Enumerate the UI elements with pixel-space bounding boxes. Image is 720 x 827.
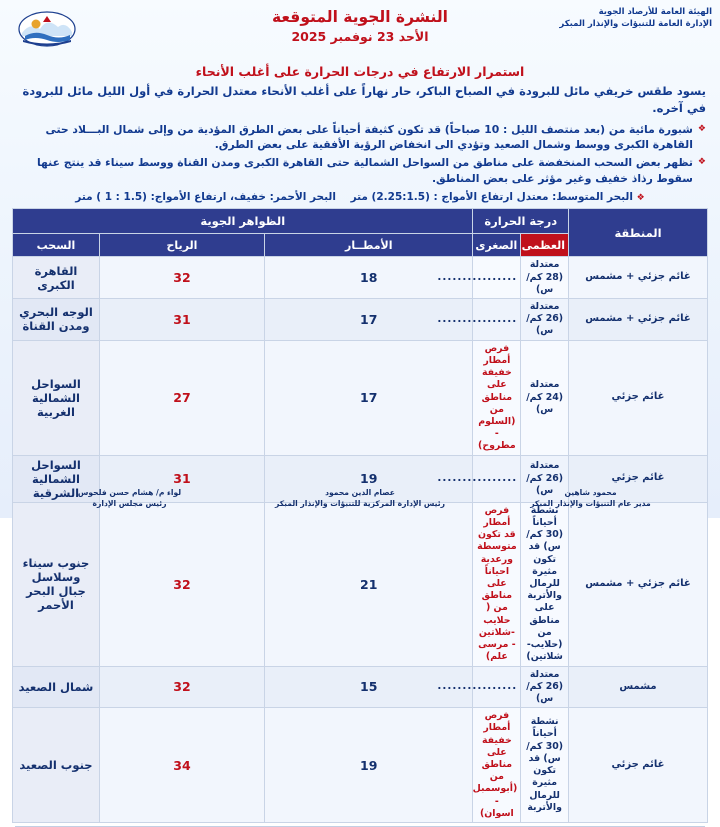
page-header (0, 0, 720, 62)
cell-region: جنوب سيناء وسلاسل جبال البحر الأحمر (13, 502, 100, 666)
cell-temp-min: 17 (265, 340, 473, 455)
cell-wind: معتدلة (28 كم/س) (521, 257, 569, 299)
red-sea-value: خفيف، ارتفاع الأمواج: (1.5 : 1 ) متر (75, 191, 266, 204)
cell-rain: ................ (473, 666, 521, 708)
organization-block (559, 6, 712, 31)
note-text: تظهر بعض السحب المنخفضة على مناطق من السواحل الشمالية حتى القاهرة الكبرى ومدن القناة ووسط سيناء قد ينتج عنها سقوط رذاذ خفيف وغير مؤثر على بعض المناطق. (36, 156, 693, 186)
signature-left-role: مدير عام التنبؤات والإنذار المبكر (530, 498, 651, 508)
table-row (13, 502, 708, 666)
header-region: المنطقة (569, 209, 708, 257)
header-temp-max: العظمى (521, 234, 569, 257)
note-item (14, 155, 706, 187)
cell-rain: ................ (473, 257, 521, 299)
cell-wind: معتدلة (26 كم/س) (521, 666, 569, 708)
cell-temp-max: 32 (99, 502, 264, 666)
note-item (14, 122, 706, 154)
signature-left-name: محمود شاهين (564, 488, 617, 497)
table-row (13, 257, 708, 299)
bulletin-date: الأحد 23 نوفمبر 2025 (291, 29, 429, 44)
cell-region: السواحل الشمالية الغربية (13, 340, 100, 455)
signature-left (477, 488, 704, 509)
mediterranean-value: معتدل ارتفاع الأمواج : (2.25:1.5) متر (350, 191, 549, 204)
header-temperature: درجة الحرارة (473, 209, 569, 234)
cell-clouds: غائم جزئي + مشمس (569, 299, 708, 341)
bulletin-subtitle: استمرار الارتفاع في درجات الحرارة على أغلب الأنحاء (195, 64, 525, 79)
cell-temp-min: 15 (265, 666, 473, 708)
table-row (13, 299, 708, 341)
cell-clouds: غائم جزئي (569, 455, 708, 502)
cell-rain: فرص أمطار قد تكون متوسطة ورعدية احياناً على مناطق من ( حلايب -شلاتين - مرسى علم) (473, 502, 521, 666)
cell-clouds: غائم جزئي (569, 340, 708, 455)
cell-clouds: غائم جزئي + مشمس (569, 257, 708, 299)
sea-conditions (14, 191, 706, 203)
cell-wind: معتدلة (26 كم/س) (521, 455, 569, 502)
cell-region: السواحل الشمالية الشرقية (13, 455, 100, 502)
mediterranean-label: البحر المتوسط: (552, 191, 633, 204)
header-phenomena: الظواهر الجوية (13, 209, 473, 234)
table-header-group-row (13, 209, 708, 234)
cell-temp-max: 31 (99, 299, 264, 341)
meteorological-authority-logo (10, 7, 84, 51)
cell-rain: فرص أمطار خفيفة على مناطق من (أبوسمبل - اسوان) (473, 708, 521, 823)
cell-region: الوجه البحري ومدن القناة (13, 299, 100, 341)
header-rain: الأمطــار (265, 234, 473, 257)
diamond-bullet-icon: ❖ (697, 157, 706, 168)
signature-middle-name: عصام الدين محمود (325, 488, 395, 497)
cell-clouds: غائم جزئي (569, 708, 708, 823)
cell-region: جنوب الصعيد (13, 708, 100, 823)
note-text: شبورة مائية من (بعد منتصف الليل : 10 صباحاً) قد تكون كثيفة أحياناً على بعض الطرق المؤدية من وإلى شمال البـــلاد حتى القاهرة الكبرى ووسط وشمال الصعيد وتؤدي الى انخفاض الرؤية الأفقية على بعض الطرق. (45, 122, 693, 152)
signature-block (0, 486, 720, 516)
signature-right-role: رئيس مجلس الإدارة (92, 498, 167, 508)
cell-wind: نشطة أحياناً (30 كم/س) قد تكون مثيرة للرمال والأتربة (521, 708, 569, 823)
cell-rain: ................ (473, 299, 521, 341)
signature-right (16, 488, 243, 509)
cell-wind: نشطة أحياناً (30 كم/س) قد تكون مثيرة للرمال والأتربة على مناطق من (حلايب-شلاتين) (521, 502, 569, 666)
header-clouds: السحب (13, 234, 100, 257)
cell-wind: معتدلة (24 كم/س) (521, 340, 569, 455)
signature-middle (246, 488, 473, 509)
cell-temp-max: 34 (99, 708, 264, 823)
org-line-2: الإدارة العامة للتنبؤات والإنذار المبكر (559, 19, 712, 30)
red-sea-label: البحر الأحمر: (269, 191, 336, 204)
signature-middle-role: رئيس الإدارة المركزية للتنبؤات والإنذار المبكر (275, 498, 445, 508)
table-body (13, 257, 708, 823)
cell-temp-max: 32 (99, 666, 264, 708)
summary-section (0, 79, 720, 203)
cell-temp-min: 19 (265, 455, 473, 502)
header-wind: الرياح (99, 234, 264, 257)
cell-temp-min: 17 (265, 299, 473, 341)
cell-clouds: مشمس (569, 666, 708, 708)
table-row (13, 340, 708, 455)
cell-rain: فرص أمطار خفيفة على مناطق من (السلوم - مطروح) (473, 340, 521, 455)
cell-clouds: غائم جزئي + مشمس (569, 502, 708, 666)
cell-temp-max: 31 (99, 455, 264, 502)
diamond-bullet-icon: ❖ (697, 123, 706, 134)
table-row (13, 708, 708, 823)
cell-region: شمال الصعيد (13, 666, 100, 708)
cell-region: القاهرة الكبرى (13, 257, 100, 299)
org-line-1: الهيئة العامة للأرصاد الجوية (598, 7, 712, 17)
cell-rain: ................ (473, 455, 521, 502)
signature-right-name: لواء م/ هشام حسن فلحوس (77, 488, 182, 497)
cell-temp-max: 27 (99, 340, 264, 455)
page-title: النشرة الجوية المتوقعة (272, 8, 448, 26)
cell-temp-min: 18 (265, 257, 473, 299)
forecast-summary: يسود طقس خريفي مائل للبرودة في الصباح الباكر، حار نهاراً على أغلب الأنحاء معتدل الحرارة في أول الليل مائل للبرودة في آخره. (22, 84, 706, 116)
header-temp-min: الصغرى (473, 234, 521, 257)
cell-temp-min: 21 (265, 502, 473, 666)
table-row (13, 666, 708, 708)
cell-temp-min: 19 (265, 708, 473, 823)
diamond-bullet-icon: ❖ (636, 193, 645, 204)
cell-wind: معتدلة (26 كم/س) (521, 299, 569, 341)
cell-temp-max: 32 (99, 257, 264, 299)
